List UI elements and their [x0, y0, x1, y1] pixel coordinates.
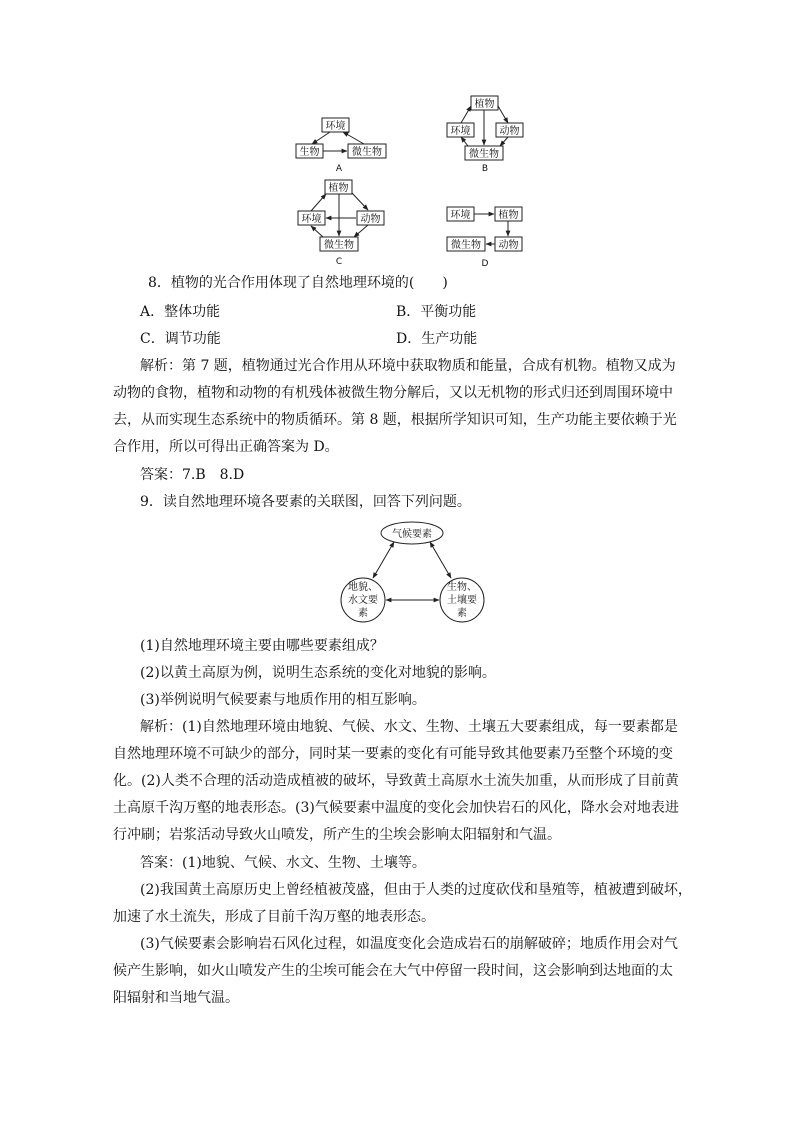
q9-sub-1: (1)自然地理环境主要由哪些要素组成？: [140, 638, 384, 654]
answer9-line-5: 候产生影响，如火山喷发产生的尘埃可能会在大气中停留一段时间，这会影响到达地面的太: [113, 963, 673, 979]
diagram-d-animal: 动物: [498, 240, 519, 251]
landform-node-line-1: 地貌、: [348, 582, 378, 593]
biology-node-line-2: 土壤要: [447, 595, 477, 606]
q8-stem: 8．植物的光合作用体现了自然地理环境的( ): [148, 275, 448, 291]
answer9-line-3: 加速了水土流失，形成了目前千沟万壑的地表形态。: [113, 909, 435, 925]
analysis9-line-3: 化。(2)人类不合理的活动造成植被的破坏，导致黄土高原水土流失加重，从而形成了目前黄: [113, 773, 679, 789]
diagram-a-micro: 微生物: [352, 147, 382, 158]
biology-node-line-3: 素: [457, 608, 467, 619]
climate-node-label: 气候要素: [392, 529, 432, 540]
diagram-b-animal: 动物: [499, 126, 520, 137]
diagram-b: [447, 96, 523, 174]
q8-option-b: B．平衡功能: [396, 304, 477, 320]
diagram-d-label: D: [481, 259, 489, 269]
answer9-line-6: 阳辐射和当地气温。: [113, 990, 239, 1006]
diagram-b-label: B: [481, 164, 489, 174]
diagram-b-env: 环境: [450, 126, 471, 137]
answer78: 答案：7.B 8.D: [140, 467, 245, 483]
landform-node-line-3: 素: [358, 608, 368, 619]
q9-sub-3: (3)举例说明气候要素与地质作用的相互影响。: [140, 692, 426, 708]
diagram-a-label: A: [335, 164, 343, 174]
options-diagrams: [0, 0, 794, 275]
diagram-c: [298, 180, 384, 267]
q8-option-d: D．生产功能: [396, 331, 478, 347]
analysis78-line-3: 去，从而实现生态系统中的物质循环。第 8 题，根据所学知识可知，生产功能主要依赖于光: [113, 412, 677, 428]
diagram-c-label: C: [335, 257, 343, 267]
answer9-line-1: 答案：(1)地貌、气候、水文、生物、土壤等。: [140, 855, 426, 871]
analysis9-line-2: 自然地理环境不可缺少的部分，同时某一要素的变化有可能导致其他要素乃至整个环境的变: [113, 746, 673, 762]
q8-option-c: C．调节功能: [140, 331, 221, 347]
q9-stem: 9．读自然地理环境各要素的关联图，回答下列问题。: [140, 494, 471, 510]
diagram-a-bio: 生物: [299, 147, 320, 158]
diagram-c-plant: 植物: [328, 183, 349, 194]
diagram-a-env: 环境: [325, 121, 346, 132]
analysis9-line-4: 土高原千沟万壑的地表形态。(3)气候要素中温度的变化会加快岩石的风化，降水会对地表进: [113, 800, 679, 816]
diagram-b-micro: 微生物: [469, 149, 499, 160]
diagram-c-animal: 动物: [360, 214, 381, 225]
diagram-d-micro: 微生物: [451, 240, 481, 251]
diagram-d-plant: 植物: [498, 210, 519, 221]
diagram-d-env: 环境: [450, 210, 471, 221]
answer9-line-2: (2)我国黄土高原历史上曾经植被茂盛，但由于人类的过度砍伐和垦殖等，植被遭到破坏，: [140, 882, 692, 898]
analysis78-line-4: 合作用，所以可得出正确答案为 D。: [113, 439, 339, 455]
diagram-b-plant: 植物: [474, 99, 495, 110]
diagram-d: [447, 207, 522, 269]
biology-node-line-1: 生物、: [447, 582, 477, 593]
analysis9-line-5: 行冲刷；岩浆活动导致火山喷发，所产生的尘埃会影响太阳辐射和气温。: [113, 827, 561, 843]
landform-node-line-2: 水文要: [348, 595, 378, 606]
diagram-c-micro: 微生物: [324, 240, 354, 251]
q9-diagram: [320, 518, 500, 630]
analysis78-line-1: 解析：第 7 题，植物通过光合作用从环境中获取物质和能量，合成有机物。植物又成为: [140, 358, 676, 374]
q8-option-a: A．整体功能: [140, 304, 221, 320]
answer9-line-4: (3)气候要素会影响岩石风化过程，如温度变化会造成岩石的崩解破碎；地质作用会对气: [140, 936, 678, 952]
q9-sub-2: (2)以黄土高原为例，说明生态系统的变化对地貌的影响。: [140, 665, 496, 681]
analysis78-line-2: 动物的食物，植物和动物的有机残体被微生物分解后，又以无机物的形式归还到周围环境中: [113, 385, 673, 401]
diagram-a: [296, 118, 386, 174]
analysis9-line-1: 解析：(1)自然地理环境由地貌、气候、水文、生物、土壤五大要素组成，每一要素都是: [140, 719, 678, 735]
diagram-c-env: 环境: [301, 214, 322, 225]
